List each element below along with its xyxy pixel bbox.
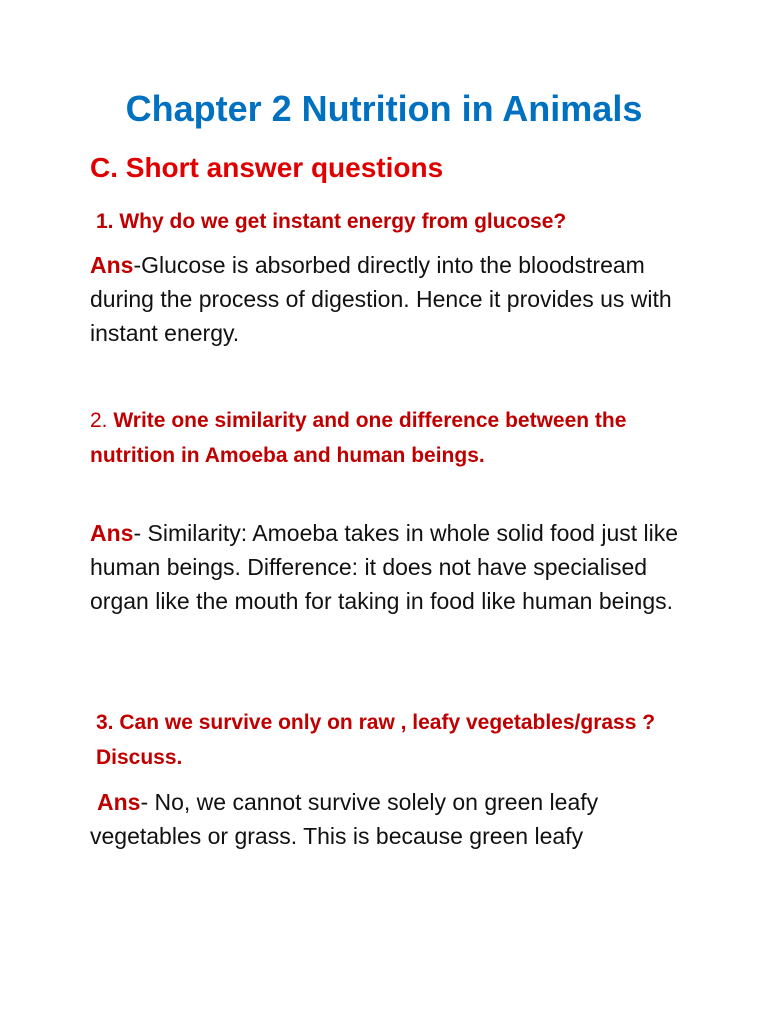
question-3 [96, 705, 696, 775]
question-2-number: 2. [90, 409, 108, 432]
answer-3 [90, 785, 690, 853]
answer-1-text: -Glucose is absorbed directly into the bloodstream during the process of digestion. Hence it provides us with instant energy. [90, 252, 672, 346]
question-3-number: 3. [96, 711, 114, 734]
answer-2-text: - Similarity: Amoeba takes in whole solid food just like human beings. Difference: it does not have specialised organ like the mouth for taking in food like human beings. [90, 520, 679, 614]
chapter-title: Chapter 2 Nutrition in Animals [125, 88, 643, 129]
question-2 [90, 403, 690, 473]
question-1-text: Why do we get instant energy from glucose? [119, 210, 567, 233]
answer-2 [90, 516, 690, 618]
question-3-text: Can we survive only on raw , leafy vegetables/grass ? Discuss. [96, 711, 656, 769]
answer-3-text: - No, we cannot survive solely on green leafy vegetables or grass. This is because green leafy [90, 789, 599, 849]
answer-1-label: Ans [90, 252, 134, 278]
section-heading: C. Short answer questions [90, 152, 444, 183]
question-2-text: Write one similarity and one difference between the nutrition in Amoeba and human beings. [90, 409, 627, 467]
answer-2-label: Ans [90, 520, 134, 546]
question-1 [96, 204, 696, 239]
question-1-number: 1. [96, 210, 114, 233]
answer-3-label: Ans [97, 789, 141, 815]
answer-1 [90, 248, 690, 350]
